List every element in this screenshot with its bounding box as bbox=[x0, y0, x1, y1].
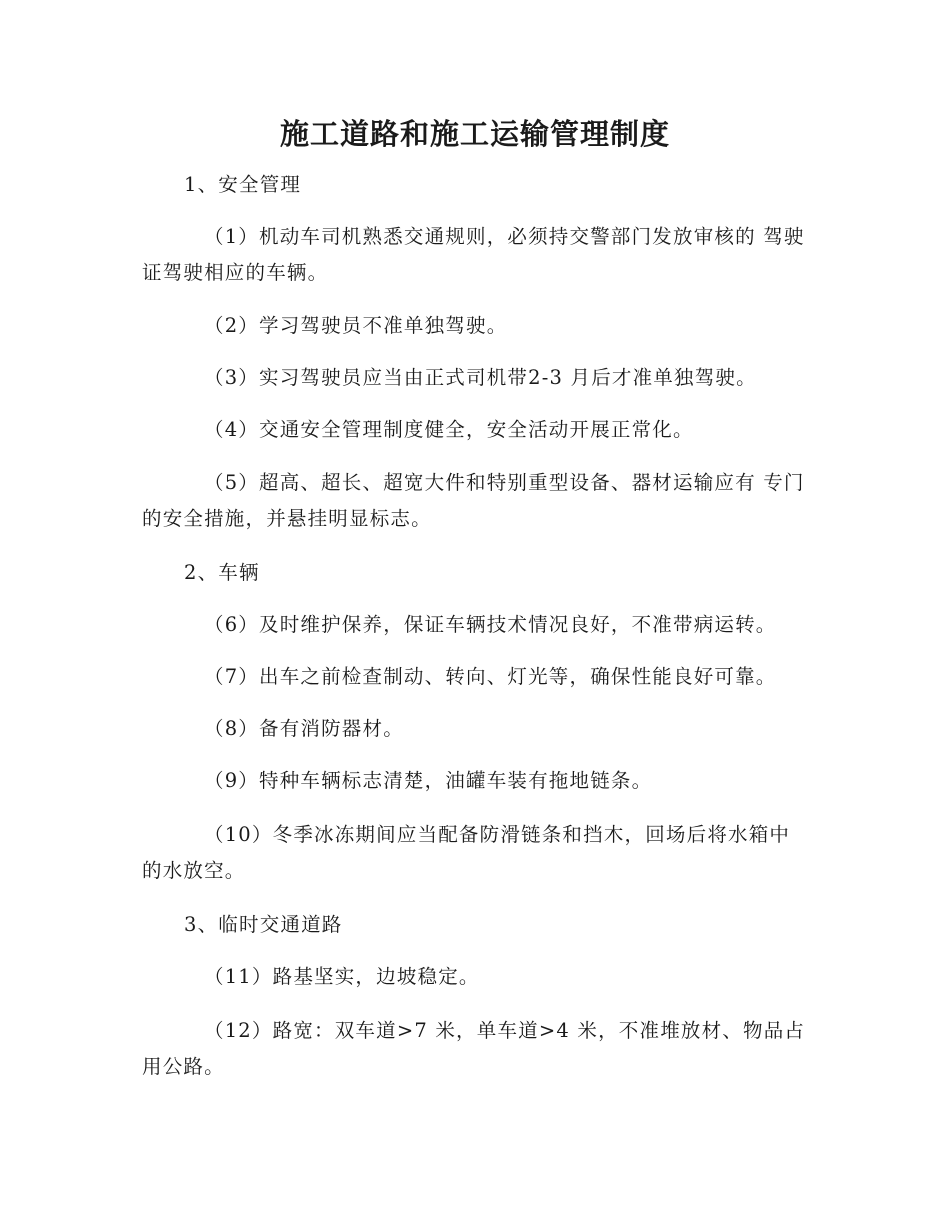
paragraph-item-8: （8）备有消防器材。 bbox=[204, 717, 404, 740]
paragraph-item-3: （3）实习驾驶员应当由正式司机带2-3 月后才准单独驾驶。 bbox=[204, 366, 757, 389]
paragraph-item-11: （11）路基坚实，边坡稳定。 bbox=[204, 965, 480, 988]
paragraph-item-5: （5）超高、超长、超宽大件和特别重型设备、器材运输应有 专门的安全措施，并悬挂明显标志。 bbox=[142, 471, 805, 530]
section-heading-roads: 3、临时交通道路 bbox=[184, 913, 343, 936]
paragraph-item-7: （7）出车之前检查制动、转向、灯光等，确保性能良好可靠。 bbox=[204, 665, 777, 688]
paragraph-item-2: （2）学习驾驶员不准单独驾驶。 bbox=[204, 314, 508, 337]
section-heading-vehicles: 2、车辆 bbox=[184, 561, 260, 584]
paragraph-item-1: （1）机动车司机熟悉交通规则，必须持交警部门发放审核的 驾驶证驾驶相应的车辆。 bbox=[142, 225, 805, 284]
paragraph-item-12: （12）路宽：双车道>7 米，单车道>4 米，不准堆放材、物品占用公路。 bbox=[142, 1019, 806, 1078]
section-heading-safety: 1、安全管理 bbox=[184, 173, 302, 196]
paragraph-item-10: （10）冬季冰冻期间应当配备防滑链条和挡木，回场后将水箱中的水放空。 bbox=[142, 823, 791, 882]
paragraph-item-4: （4）交通安全管理制度健全，安全活动开展正常化。 bbox=[204, 418, 694, 441]
document-title: 施工道路和施工运输管理制度 bbox=[279, 117, 670, 151]
paragraph-item-6: （6）及时维护保养，保证车辆技术情况良好，不准带病运转。 bbox=[204, 613, 777, 636]
paragraph-item-9: （9）特种车辆标志清楚，油罐车装有拖地链条。 bbox=[204, 769, 653, 792]
